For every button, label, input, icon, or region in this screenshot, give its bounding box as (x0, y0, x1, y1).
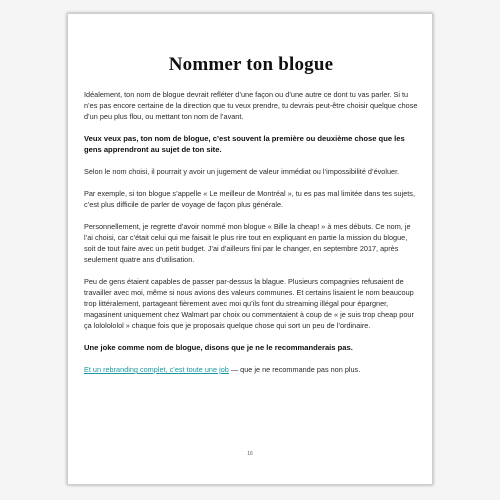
paragraph-8-text: — que je ne recommande pas non plus. (228, 365, 361, 374)
paragraph-1: Idéalement, ton nom de blogue devrait refléter d’une façon ou d’une autre ce dont tu vas parler. Si tu n’es pas encore certaine de la direction que tu veux prendre, tu devrais peut-être choisir quelque chose d’un peu plus flou, ou mettant ton nom de l’avant. (84, 90, 418, 121)
page-number: 16 (247, 451, 253, 457)
paragraph-8 (84, 364, 418, 375)
page-content (84, 54, 418, 386)
paragraph-4: Par exemple, si ton blogue s’appelle « Le meilleur de Montréal », tu es pas mal limitée dans tes sujets, c’est plus difficile de parler de voyage de façon plus générale. (84, 189, 415, 209)
page-title: Nommer ton blogue (168, 54, 334, 75)
document-page (67, 13, 433, 485)
rebranding-link[interactable]: Et un rebranding complet, c’est toute une job (84, 365, 229, 374)
paragraph-5: Personnellement, je regrette d’avoir nommé mon blogue « Bille la cheap! » à mes débuts. Ce nom, je l’ai choisi, car c’était celui qui me faisait le plus rire tout en expliquant en partie la mission du blogue, soit de tout faire avec un petit budget. J’ai d’ailleurs fini par le changer, en septembre 2017, après seulement quatre ans d’utilisation. (84, 222, 411, 264)
paragraph-3: Selon le nom choisi, il pourrait y avoir un jugement de valeur immédiat ou l’impossibilité d’évoluer. (84, 167, 400, 176)
paragraph-2-bold: Veux veux pas, ton nom de blogue, c’est souvent la première ou deuxième chose que les gens apprendront au sujet de ton site. (84, 134, 405, 154)
paragraph-6: Peu de gens étaient capables de passer par-dessus la blague. Plusieurs compagnies refusaient de travailler avec moi, même si nous avions des valeurs communes. Et certains lisaient le nom beaucoup trop littéralement, partageant fièrement avec moi qu’ils font du streaming illégal pour épargner, magasinent uniquement chez Walmart par choix ou commentaient à coup de « je suis trop cheap pour ça lololololol » chaque fois que je proposais quelque chose qui sort un peu de l’ordinaire. (84, 277, 414, 330)
paragraph-7-bold: Une joke comme nom de blogue, disons que je ne le recommanderais pas. (84, 343, 353, 352)
